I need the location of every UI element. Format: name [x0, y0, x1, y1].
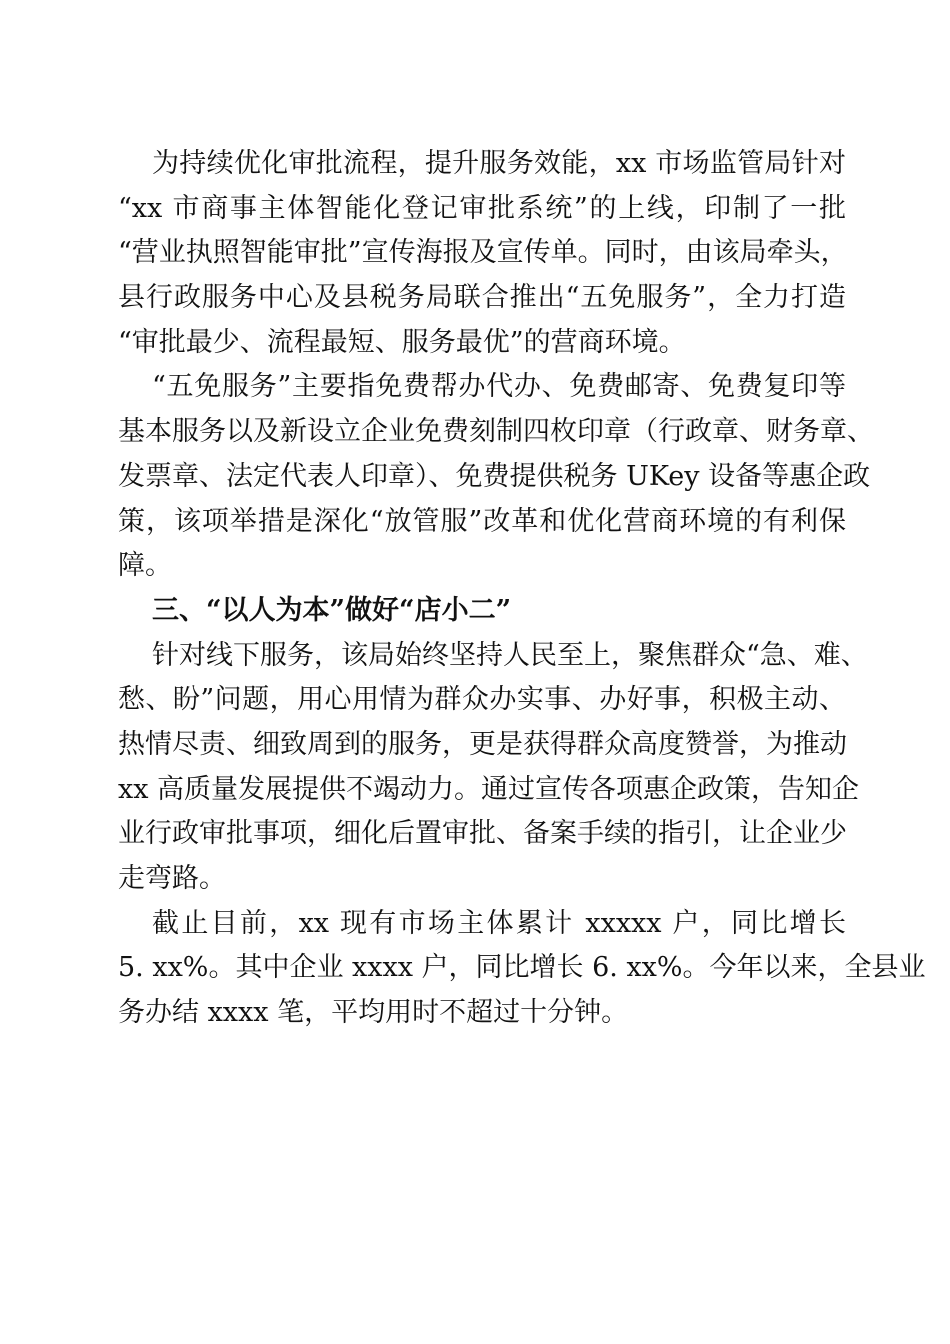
- text-line: 障。: [118, 550, 172, 582]
- text-line: 三、“以人为本”做好“店小二”: [152, 594, 512, 626]
- paragraph: [118, 142, 846, 365]
- text-line: 基本服务以及新设立企业免费刻制四枚印章（行政章、财务章、: [118, 416, 874, 448]
- text-line: 针对线下服务，该局始终坚持人民至上，聚焦群众“急、难、: [152, 639, 868, 671]
- text-line: 愁、盼”问题，用心用情为群众办实事、办好事，积极主动、: [118, 684, 846, 716]
- text-line: 县行政服务中心及县税务局联合推出“五免服务”，全力打造: [118, 282, 846, 314]
- paragraph: [118, 902, 926, 1036]
- text-line: “五免服务”主要指免费帮办代办、免费邮寄、免费复印等: [152, 371, 846, 403]
- text-line: 走弯路。: [118, 863, 226, 894]
- text-line: 业行政审批事项，细化后置审批、备案手续的指引，让企业少: [118, 818, 847, 850]
- text-line: 务办结 xxxx 笔，平均用时不超过十分钟。: [118, 997, 629, 1029]
- section-heading: [118, 589, 846, 634]
- document-body: [118, 142, 926, 1036]
- text-line: 发票章、法定代表人印章）、免费提供税务 UKey 设备等惠企政: [118, 460, 871, 492]
- text-line: 策，该项举措是深化“放管服”改革和优化营商环境的有利保: [118, 505, 846, 537]
- paragraph: [118, 634, 868, 902]
- text-line: xx 高质量发展提供不竭动力。通过宣传各项惠企政策，告知企: [118, 773, 860, 805]
- text-line: “审批最少、流程最短、服务最优”的营商环境。: [118, 326, 686, 358]
- text-line: 5. xx%。其中企业 xxxx 户，同比增长 6. xx%。今年以来，全县业: [118, 952, 926, 984]
- text-line: 为持续优化审批流程，提升服务效能，xx 市场监管局针对: [152, 148, 846, 179]
- text-line: “xx 市商事主体智能化登记审批系统”的上线，印制了一批: [118, 192, 846, 224]
- text-line: “营业执照智能审批”宣传海报及宣传单。同时，由该局牵头，: [118, 237, 848, 269]
- paragraph: [118, 365, 874, 588]
- text-line: 热情尽责、细致周到的服务，更是获得群众高度赞誉，为推动: [118, 728, 847, 760]
- text-line: 截止目前，xx 现有市场主体累计 xxxxx 户，同比增长: [152, 907, 846, 939]
